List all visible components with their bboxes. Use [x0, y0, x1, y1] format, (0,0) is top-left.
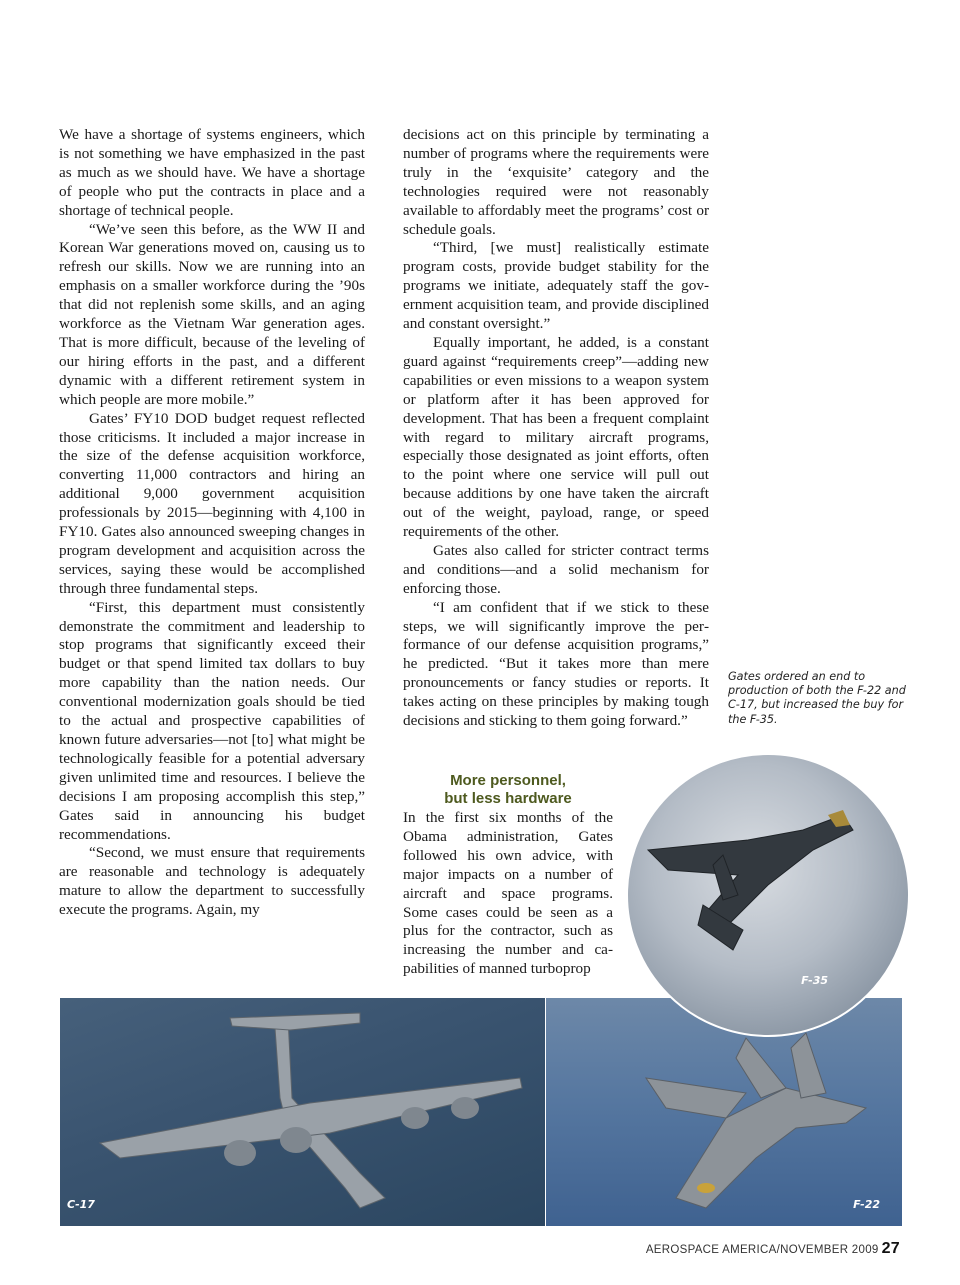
- article-column-1: [59, 126, 365, 920]
- f22-label: F-22: [853, 1198, 880, 1211]
- paragraph: We have a shortage of systems engineers, which is not something we have emphasized in the past as much as we should have. We have a shortage of people who put the contracts in place and a shortage of technical people.: [59, 126, 365, 219]
- f35-label: F-35: [801, 974, 828, 987]
- article-column-3: [403, 772, 613, 979]
- paragraph: “First, this department must consistently demonstrate the commitment and leadership to stop programs that significantly exceed their budget or that spend limited tax dollars to buy more capability than the nation needs. Our conventional modernization goals should be tied to the actual and prospective capabilities of known future adversaries—not [to] what might be technologically feasible for a potential adversary given unlimited time and resources. I believe the decisions I am proposing accomplish this step,” Gates said in announcing his budget recommendations.: [59, 598, 365, 843]
- paragraph: decisions act on this principle by terminating a number of programs where the requirements were truly in the ‘exquisite’ category and the technologies required were not reasonably available to affordably meet the programs’ cost or schedule goals.: [403, 126, 709, 238]
- paragraph: “We’ve seen this before, as the WW II and Korean War generations moved on, causing us to refresh our skills. Now we are running into an emphasis on a smaller workforce during the ’90s that did not replenish some skills, and an aging workforce as the Vietnam War generation ages. That is more difficult, because of the leveling of our hiring efforts in the past, and a different dynamic with a different retirement system in which people are more mobile.”: [59, 220, 365, 408]
- paragraph: “Second, we must ensure that requirements are reasonable and technology is adequately mature to allow the department to successfully execute the programs. Again, my: [59, 844, 365, 919]
- section-subhead: [403, 772, 613, 808]
- subhead-line-2: but less hardware: [444, 790, 572, 807]
- paragraph: “Third, [we must] realistically estimate program costs, provide budget stability for the programs we initiate, adequately staff the government acquisition team, and provide disciplined and constant oversight.”: [403, 239, 709, 333]
- paragraph: Gates also called for stricter contract terms and conditions—and a solid mechanism for enforcing those.: [403, 541, 709, 597]
- page-footer: [646, 1240, 900, 1258]
- f35-photo: [626, 753, 910, 1037]
- paragraph: In the first six months of the Obama administration, Gates followed his own advice, with major impacts on a number of aircraft and space programs. Some cases could be seen as a plus for the contractor, such as increasing the number and capabilities of manned turboprop: [403, 809, 613, 978]
- f35-aircraft-illustration: [628, 755, 908, 1035]
- c17-aircraft-illustration: [60, 998, 545, 1226]
- article-column-2: [403, 126, 709, 731]
- subhead-line-1: More personnel,: [450, 772, 566, 789]
- photo-caption: Gates ordered an end to production of both the F-22 and C-17, but increased the buy for the F-35.: [728, 670, 906, 726]
- c17-label: C-17: [67, 1198, 95, 1211]
- paragraph: Gates’ FY10 DOD budget request reflected those criticisms. It included a major increase in the size of the defense acquisition workforce, converting 11,000 contractors and hiring an additional 9,000 government acquisition professionals by 2015—beginning with 4,100 in FY10. Gates also announced sweeping changes in program development and acquisition across the services, saying these would be accomplished through three fundamental steps.: [59, 409, 365, 597]
- paragraph: “I am confident that if we stick to these steps, we will significantly improve the performance of our defense acquisition programs,” he predicted. “But it takes more than mere pronouncements or fancy studies or reports. It takes acting on these principles by making tough decisions and sticking to them going forward.”: [403, 598, 709, 730]
- page-number: 27: [881, 1240, 900, 1257]
- c17-photo: [60, 998, 545, 1226]
- paragraph: Equally important, he added, is a constant guard against “requirements creep”—adding new capabilities or even missions to a weapon system or platform after it has been approved for development. That has been a frequent complaint with regard to military aircraft programs, especially those designated as joint efforts, often to the point where one service will pull out because additions by one have taken the aircraft out of the weight, payload, range, or speed requirements of the other.: [403, 333, 709, 541]
- magazine-issue: AEROSPACE AMERICA/NOVEMBER 2009: [645, 1244, 879, 1256]
